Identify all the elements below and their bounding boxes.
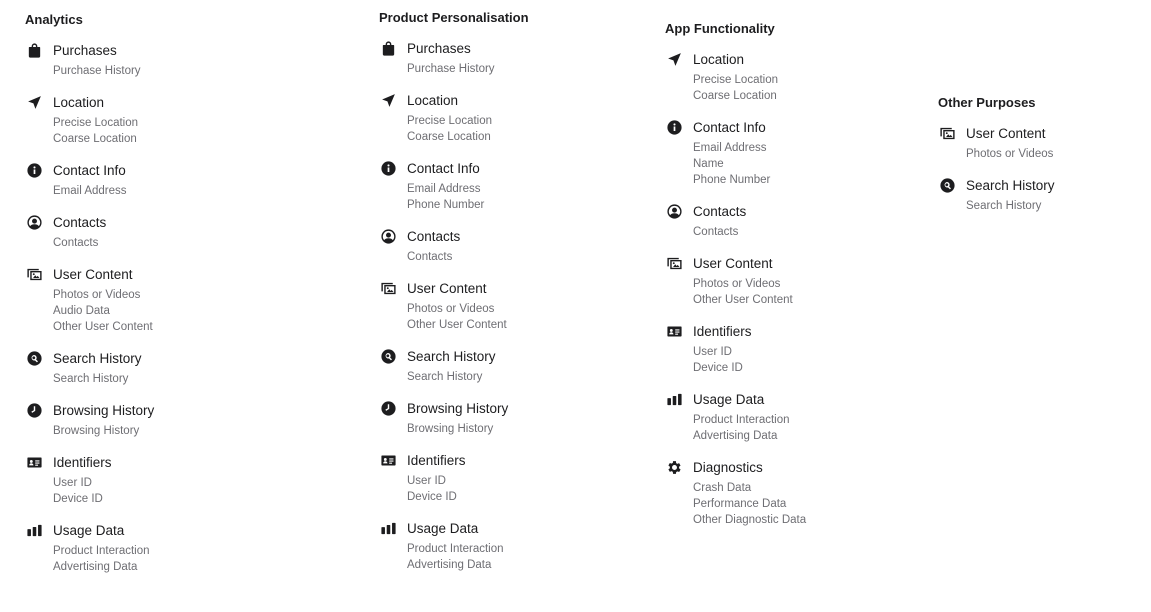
bar-chart-icon (25, 521, 43, 539)
category-title: Usage Data (53, 523, 125, 538)
data-type-item: Search History (53, 373, 129, 385)
category-title: Purchases (407, 41, 471, 56)
category-title: Contacts (693, 204, 747, 219)
data-type-item: Precise Location (407, 115, 493, 127)
category-title: Identifiers (407, 453, 466, 468)
data-type-item: Purchase History (53, 65, 141, 77)
category-browsing-history (379, 400, 529, 437)
category-title: Search History (966, 178, 1055, 193)
id-card-icon (665, 322, 683, 340)
category-identifiers (665, 323, 806, 376)
data-type-item: Other User Content (53, 321, 153, 333)
info-circle-icon (665, 118, 683, 136)
category-contact-info (379, 160, 529, 213)
photos-icon (379, 279, 397, 297)
category-usage-data (379, 520, 529, 573)
data-type-item: Search History (966, 200, 1042, 212)
category-body (407, 520, 504, 573)
category-purchases (379, 40, 529, 77)
category-body (693, 459, 806, 528)
category-title: Contacts (407, 229, 461, 244)
category-location (379, 92, 529, 145)
id-card-icon (379, 451, 397, 469)
data-type-item: Browsing History (407, 423, 494, 435)
category-body (407, 160, 484, 213)
category-title: Usage Data (693, 392, 765, 407)
category-body (693, 119, 770, 188)
data-type-item: Email Address (53, 185, 127, 197)
section-app-functionality (665, 21, 806, 543)
person-circle-icon (665, 202, 683, 220)
category-title: Contact Info (693, 120, 766, 135)
data-type-item: Other User Content (407, 319, 507, 331)
bar-chart-icon (379, 519, 397, 537)
category-body (53, 162, 127, 199)
section-title: Product Personalisation (379, 10, 529, 25)
location-arrow-icon (665, 50, 683, 68)
category-title: Diagnostics (693, 460, 763, 475)
data-type-item: User ID (407, 475, 446, 487)
data-type-item: Coarse Location (693, 90, 777, 102)
section-title: App Functionality (665, 21, 775, 36)
data-type-item: Advertising Data (693, 430, 778, 442)
category-location (25, 94, 154, 147)
data-type-item: Photos or Videos (693, 278, 781, 290)
category-title: Search History (407, 349, 496, 364)
category-body (693, 391, 790, 444)
category-title: Browsing History (53, 403, 155, 418)
location-arrow-icon (379, 91, 397, 109)
category-body (407, 40, 495, 77)
data-type-item: Phone Number (693, 174, 771, 186)
category-body (53, 402, 154, 439)
data-type-item: Photos or Videos (53, 289, 141, 301)
category-body (407, 280, 507, 333)
category-contacts (379, 228, 529, 265)
data-type-item: Email Address (693, 142, 767, 154)
search-circle-icon (379, 347, 397, 365)
data-type-item: Advertising Data (53, 561, 138, 573)
person-circle-icon (379, 227, 397, 245)
photos-icon (938, 124, 956, 142)
data-type-item: Product Interaction (407, 543, 504, 555)
category-title: Location (53, 95, 105, 110)
data-type-item: Performance Data (693, 498, 787, 510)
category-usage-data (25, 522, 154, 575)
category-title: Contact Info (407, 161, 480, 176)
category-title: Browsing History (407, 401, 509, 416)
data-type-item: Product Interaction (693, 414, 790, 426)
data-type-item: Advertising Data (407, 559, 492, 571)
data-type-item: Phone Number (407, 199, 485, 211)
category-title: Usage Data (407, 521, 479, 536)
section-title: Other Purposes (938, 95, 1036, 110)
data-type-item: Coarse Location (53, 133, 137, 145)
id-card-icon (25, 453, 43, 471)
category-title: Identifiers (693, 324, 752, 339)
category-purchases (25, 42, 154, 79)
info-circle-icon (25, 161, 43, 179)
category-user-content (665, 255, 806, 308)
search-circle-icon (938, 176, 956, 194)
data-type-item: Device ID (53, 493, 103, 505)
category-contact-info (665, 119, 806, 188)
photos-icon (25, 265, 43, 283)
bar-chart-icon (665, 390, 683, 408)
data-type-item: Email Address (407, 183, 481, 195)
category-title: User Content (966, 126, 1046, 141)
data-type-item: Contacts (693, 226, 739, 238)
data-type-item: User ID (53, 477, 92, 489)
category-usage-data (665, 391, 806, 444)
category-contacts (25, 214, 154, 251)
category-user-content (25, 266, 154, 335)
category-user-content (379, 280, 529, 333)
category-body (53, 42, 141, 79)
category-title: Location (693, 52, 745, 67)
category-title: Purchases (53, 43, 117, 58)
data-type-item: Name (693, 158, 724, 170)
category-title: Location (407, 93, 459, 108)
category-contacts (665, 203, 806, 240)
category-body (53, 214, 106, 251)
category-title: User Content (693, 256, 773, 271)
category-body (53, 454, 112, 507)
location-arrow-icon (25, 93, 43, 111)
category-body (407, 452, 466, 505)
category-location (665, 51, 806, 104)
data-type-item: Audio Data (53, 305, 110, 317)
category-body (966, 125, 1053, 162)
clock-icon (379, 399, 397, 417)
data-type-item: Contacts (407, 251, 453, 263)
category-body (693, 51, 778, 104)
category-title: Search History (53, 351, 142, 366)
category-title: User Content (407, 281, 487, 296)
category-body (693, 323, 752, 376)
data-type-item: Crash Data (693, 482, 752, 494)
data-type-item: Photos or Videos (407, 303, 495, 315)
category-browsing-history (25, 402, 154, 439)
category-title: Contact Info (53, 163, 126, 178)
data-type-item: Device ID (693, 362, 743, 374)
info-circle-icon (379, 159, 397, 177)
category-user-content (938, 125, 1055, 162)
data-type-item: Browsing History (53, 425, 140, 437)
data-type-item: Other Diagnostic Data (693, 514, 807, 526)
photos-icon (665, 254, 683, 272)
bag-icon (25, 41, 43, 59)
search-circle-icon (25, 349, 43, 367)
category-search-history (938, 177, 1055, 214)
category-body (53, 266, 153, 335)
data-type-item: Search History (407, 371, 483, 383)
category-identifiers (379, 452, 529, 505)
category-title: Contacts (53, 215, 107, 230)
clock-icon (25, 401, 43, 419)
category-body (407, 348, 496, 385)
category-identifiers (25, 454, 154, 507)
category-body (693, 255, 793, 308)
data-type-item: User ID (693, 346, 732, 358)
category-body (53, 522, 150, 575)
data-type-item: Other User Content (693, 294, 793, 306)
category-diagnostics (665, 459, 806, 528)
category-body (407, 92, 492, 145)
data-type-item: Photos or Videos (966, 148, 1054, 160)
section-analytics (25, 12, 154, 590)
section-other-purposes (938, 95, 1055, 229)
category-title: Identifiers (53, 455, 112, 470)
data-type-item: Contacts (53, 237, 99, 249)
data-type-item: Coarse Location (407, 131, 491, 143)
category-title: User Content (53, 267, 133, 282)
data-type-item: Precise Location (53, 117, 139, 129)
category-search-history (379, 348, 529, 385)
category-body (407, 400, 508, 437)
category-body (53, 350, 142, 387)
category-body (966, 177, 1055, 214)
person-circle-icon (25, 213, 43, 231)
category-body (407, 228, 460, 265)
category-contact-info (25, 162, 154, 199)
bag-icon (379, 39, 397, 57)
category-body (53, 94, 138, 147)
data-type-item: Product Interaction (53, 545, 150, 557)
category-search-history (25, 350, 154, 387)
gear-icon (665, 458, 683, 476)
section-product-personalisation (379, 10, 529, 588)
section-title: Analytics (25, 12, 83, 27)
data-type-item: Purchase History (407, 63, 495, 75)
data-type-item: Precise Location (693, 74, 779, 86)
category-body (693, 203, 746, 240)
data-type-item: Device ID (407, 491, 457, 503)
